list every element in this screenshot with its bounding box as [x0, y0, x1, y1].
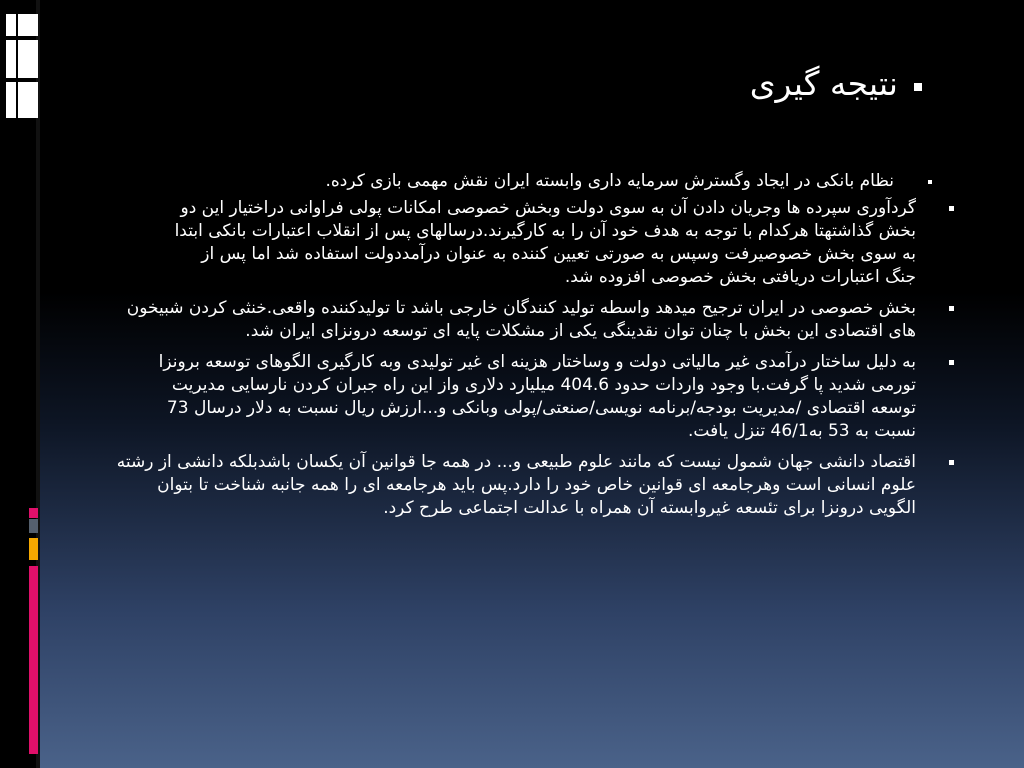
- square-bullet-icon: [949, 306, 954, 311]
- square-bullet-icon: [949, 460, 954, 465]
- bullet-list: [114, 170, 954, 528]
- title-row: [750, 60, 922, 108]
- accent-bar-magenta-long: [29, 566, 38, 754]
- list-item: [114, 197, 954, 289]
- title-bullet-icon: [914, 83, 922, 91]
- slide-title: نتیجه گیری: [749, 64, 898, 103]
- square-bullet-icon: [949, 206, 954, 211]
- square-bullet-icon: [928, 180, 932, 184]
- list-item: [114, 451, 954, 520]
- square-bullet-icon: [949, 360, 954, 365]
- list-item-text: نظام بانکی در ایجاد وگسترش سرمایه داری وابسته ایران نقش مهمی بازی کرده.: [325, 171, 894, 191]
- list-item-text: گردآوری سپرده ها وجریان دادن آن به سوی دولت وبخش خصوصی امکانات پولی فراوانی دراختیار این دو بخش گذاشتهتا هرکدام با توجه به هدف خود آن را به کارگیرند.درسالهای پس از انقلاب اعتبارات بانکی ابتدا به سوی بخش خصوصیرفت وسپس به صورتی تعیین کننده به عنوان درآمددولت استفاده شد اما پس از جنگ اعتبارات دریافتی بخش خصوصی افزوده شد.: [174, 198, 916, 287]
- decorative-panels-icon: [4, 12, 40, 124]
- list-item-text: به دلیل ساختار درآمدی غیر مالیاتی دولت و وساختار هزینه ای غیر تولیدی وبه کارگیری الگوهای توسعه برونزا تورمی شدید پا گرفت.با وجود واردات حدود 404.6 میلیارد دلاری واز این راه جبران کردن نارسایی مدیریت توسعه اقتصادی /مدیریت بودجه/برنامه نویسی/صنعتی/پولی وبانکی و...ارزش ریال نسبت به دلار درسال 73 نسبت به 53 به46/1 تنزل یافت.: [158, 352, 916, 441]
- accent-bar-slate: [29, 519, 38, 533]
- accent-bar-magenta: [29, 508, 38, 518]
- list-item: [114, 351, 954, 443]
- list-item-text: اقتصاد دانشی جهان شمول نیست که مانند علوم طبیعی و... در همه جا قوانین آن یکسان باشدبلکه دانشی از رشته علوم انسانی است وهرجامعه ای قوانین خاص خود را دارد.پس باید هرجامعه ای را همه جانبه شناخت تا بتوان الگویی درونزا برای تئسعه غیروابسته آن همراه با عدالت اجتماعی طرح کرد.: [116, 452, 916, 518]
- list-item: [114, 297, 954, 343]
- list-item: [114, 170, 954, 193]
- list-item-text: بخش خصوصی در ایران ترجیح میدهد واسطه تولید کنندگان خارجی باشد تا تولیدکننده واقعی.خنثی کردن شبیخون های اقتصادی این بخش با چنان توان نقدینگی یکی از مشکلات پایه ای توسعه درونزای ایران شد.: [126, 298, 916, 341]
- accent-bar-orange: [29, 538, 38, 560]
